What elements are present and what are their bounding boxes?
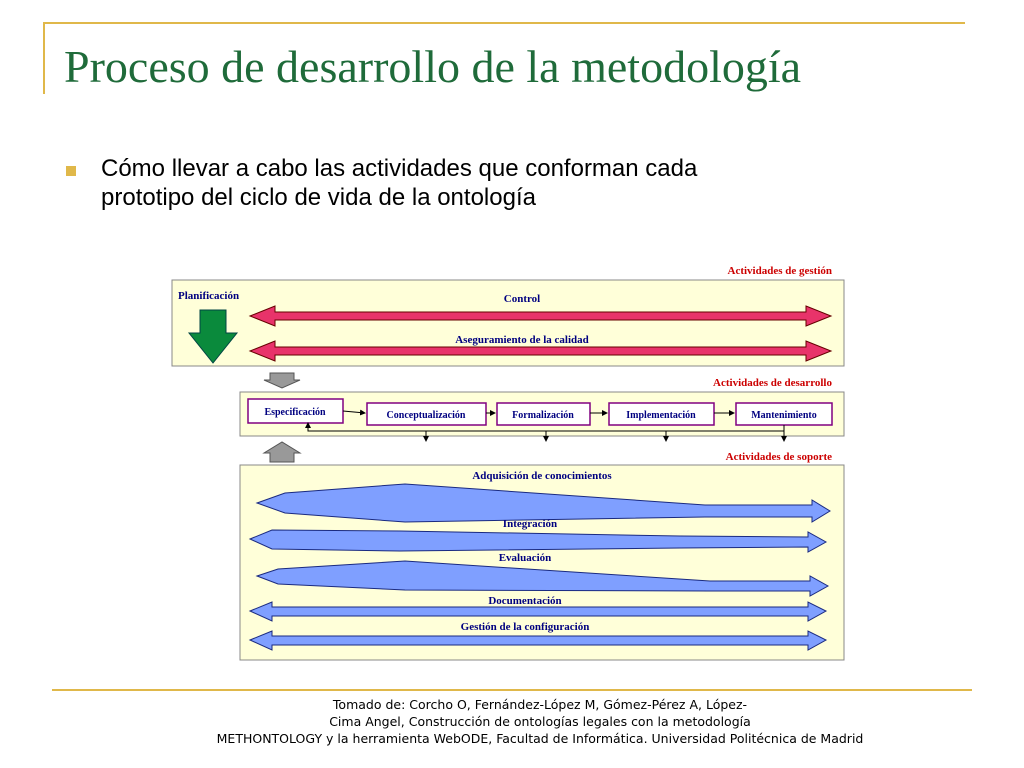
- step-especificacion-label: Especificación: [264, 407, 326, 418]
- desarrollo-header: Actividades de desarrollo: [713, 377, 832, 389]
- soporte-to-desarrollo-arrow: [264, 442, 300, 462]
- bullet-text: [101, 154, 901, 212]
- integracion-label: Integración: [502, 518, 558, 530]
- citation: [150, 696, 930, 747]
- footer-divider: [52, 689, 972, 691]
- gestion-header: Actividades de gestión: [727, 265, 832, 277]
- title-frame-left: [43, 22, 45, 94]
- bullet-square-icon: [66, 166, 76, 176]
- citation-line-3: METHONTOLOGY y la herramienta WebODE, Facultad de Informática. Universidad Politécnica de Madrid: [216, 731, 864, 746]
- step-conceptualizacion-label: Conceptualización: [386, 410, 466, 421]
- citation-line-2: Cima Angel, Construcción de ontologías legales con la metodología: [329, 714, 751, 729]
- step-implementacion-label: Implementación: [626, 410, 696, 421]
- step-mantenimiento-label: Mantenimiento: [751, 410, 817, 421]
- slide-title: Proceso de desarrollo de la metodología: [64, 41, 802, 92]
- control-label: Control: [503, 293, 541, 305]
- bullet-line-2: prototipo del ciclo de vida de la ontología: [101, 184, 536, 211]
- gestion-to-desarrollo-arrow: [264, 373, 300, 388]
- citation-line-1: Tomado de: Corcho O, Fernández-López M, Gómez-Pérez A, López-: [332, 697, 748, 712]
- methontology-diagram: [160, 255, 850, 665]
- planificacion-label: Planificación: [178, 290, 240, 302]
- title-frame-top: [43, 22, 965, 24]
- step-formalizacion-label: Formalización: [512, 410, 574, 421]
- adquisicion-label: Adquisición de conocimientos: [472, 470, 612, 482]
- evaluacion-label: Evaluación: [498, 552, 552, 564]
- documentacion-label: Documentación: [488, 595, 562, 607]
- soporte-header: Actividades de soporte: [725, 451, 832, 463]
- calidad-label: Aseguramiento de la calidad: [455, 334, 589, 346]
- configuracion-label: Gestión de la configuración: [460, 621, 590, 633]
- bullet-line-1: Cómo llevar a cabo las actividades que conforman cada: [101, 155, 698, 182]
